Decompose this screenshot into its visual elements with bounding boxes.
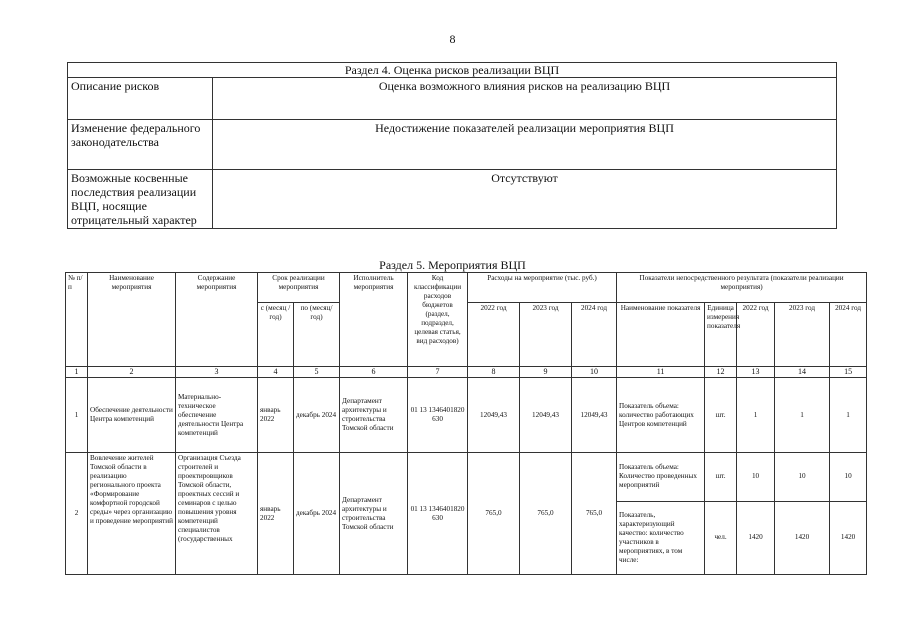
event-content bbox=[176, 453, 258, 575]
indicator-unit: шт. bbox=[705, 453, 737, 502]
risk-impact: Недостижение показателей реализации мероприятия ВЦП bbox=[213, 120, 837, 170]
risk-description: Изменение федерального законодательства bbox=[68, 120, 213, 170]
table-row bbox=[68, 170, 837, 229]
indicator-2024: 10 bbox=[830, 453, 867, 502]
header-term-to: по (месяц/ год) bbox=[294, 303, 340, 367]
events-table bbox=[65, 272, 867, 575]
header-indicator-name: Наименование показателя bbox=[617, 303, 705, 367]
indicator-name: Показатель объема: количество работающих Центров компетенций bbox=[617, 378, 705, 453]
column-number: 1 bbox=[66, 367, 88, 378]
event-term-from: январь 2022 bbox=[258, 453, 294, 575]
section5-title: Раздел 5. Мероприятия ВЦП bbox=[379, 258, 526, 272]
indicator-unit: чел. bbox=[705, 501, 737, 574]
header-expense-2023: 2023 год bbox=[520, 303, 572, 367]
event-name-text: Вовлечение жителей Томской области в реализацию регионального проекта «Формирование комфортной городской среды» через организацию и проведение мероприятий bbox=[90, 454, 173, 525]
header-indicators: Показатели непосредственного результата (показатели реализации мероприятия) bbox=[617, 273, 867, 303]
event-executor: Департамент архитектуры и строительства Томской области bbox=[340, 378, 408, 453]
event-term-to: декабрь 2024 bbox=[294, 378, 340, 453]
event-term-from: январь 2022 bbox=[258, 378, 294, 453]
column-number: 5 bbox=[294, 367, 340, 378]
table-header-row bbox=[68, 78, 837, 120]
table-title-row bbox=[68, 63, 837, 78]
header-term-from: с (месяц /год) bbox=[258, 303, 294, 367]
indicator-name: Показатель, характеризующий качество: количество участников в мероприятиях, в том числе: bbox=[617, 501, 705, 574]
event-content: Материально-техническое обеспечение деятельности Центра компетенций bbox=[176, 378, 258, 453]
section4-title: Раздел 4. Оценка рисков реализации ВЦП bbox=[68, 63, 837, 78]
header-term: Срок реализации мероприятия bbox=[258, 273, 340, 303]
header-expenses: Расходы на мероприятие (тыс. руб.) bbox=[468, 273, 617, 303]
column-number: 6 bbox=[340, 367, 408, 378]
event-name: Обеспечение деятельности Центра компетенций bbox=[88, 378, 176, 453]
column-number: 4 bbox=[258, 367, 294, 378]
indicator-2024: 1420 bbox=[830, 501, 867, 574]
event-expense-2024: 12049,43 bbox=[572, 378, 617, 453]
indicator-2023: 1 bbox=[775, 378, 830, 453]
header-num: № п/п bbox=[66, 273, 88, 367]
header-indicator-2022: 2022 год bbox=[737, 303, 775, 367]
column-number: 9 bbox=[520, 367, 572, 378]
header-indicator-unit: Единица измерения показателя bbox=[705, 303, 737, 367]
column-number: 12 bbox=[705, 367, 737, 378]
page-number: 8 bbox=[449, 32, 456, 46]
indicator-2022: 10 bbox=[737, 453, 775, 502]
event-term-to: декабрь 2024 bbox=[294, 453, 340, 575]
event-num: 2 bbox=[66, 453, 88, 575]
column-number: 11 bbox=[617, 367, 705, 378]
event-expense-2024: 765,0 bbox=[572, 453, 617, 575]
risk-description: Возможные косвенные последствия реализации ВЦП, носящие отрицательный характер bbox=[68, 170, 213, 229]
table-row bbox=[68, 120, 837, 170]
column-number: 7 bbox=[408, 367, 468, 378]
column-number: 2 bbox=[88, 367, 176, 378]
indicator-2022: 1 bbox=[737, 378, 775, 453]
column-number: 13 bbox=[737, 367, 775, 378]
header-event-content: Содержание мероприятия bbox=[176, 273, 258, 367]
table-row bbox=[66, 453, 867, 502]
risk-assessment-table bbox=[67, 62, 837, 229]
header-executor: Исполнитель мероприятия bbox=[340, 273, 408, 367]
table-row bbox=[66, 378, 867, 453]
table-header-row bbox=[66, 273, 867, 303]
event-budget-code: 01 13 1346401820 630 bbox=[408, 453, 468, 575]
indicator-unit: шт. bbox=[705, 378, 737, 453]
event-num: 1 bbox=[66, 378, 88, 453]
event-budget-code: 01 13 1346401820 630 bbox=[408, 378, 468, 453]
column-number: 15 bbox=[830, 367, 867, 378]
indicator-2022: 1420 bbox=[737, 501, 775, 574]
column-number: 3 bbox=[176, 367, 258, 378]
header-indicator-2023: 2023 год bbox=[775, 303, 830, 367]
event-name bbox=[88, 453, 176, 575]
event-expense-2023: 765,0 bbox=[520, 453, 572, 575]
event-expense-2022: 12049,43 bbox=[468, 378, 520, 453]
header-event-name: Наименование мероприятия bbox=[88, 273, 176, 367]
event-executor: Департамент архитектуры и строительства Томской области bbox=[340, 453, 408, 575]
header-risk-impact: Оценка возможного влияния рисков на реализацию ВЦП bbox=[213, 78, 837, 120]
risk-impact: Отсутствуют bbox=[213, 170, 837, 229]
event-expense-2023: 12049,43 bbox=[520, 378, 572, 453]
indicator-name: Показатель объема: Количество проведенных мероприятий bbox=[617, 453, 705, 502]
column-number: 14 bbox=[775, 367, 830, 378]
header-budget-code: Код классификации расходов бюджетов (раздел, подраздел, целевая статья, вид расходов) bbox=[408, 273, 468, 367]
indicator-2023: 10 bbox=[775, 453, 830, 502]
column-number: 10 bbox=[572, 367, 617, 378]
event-expense-2022: 765,0 bbox=[468, 453, 520, 575]
header-risk-description: Описание рисков bbox=[68, 78, 213, 120]
indicator-2023: 1420 bbox=[775, 501, 830, 574]
column-number-row bbox=[66, 367, 867, 378]
event-content-text: Организация Съезда строителей и проектировщиков Томской области, проектных сессий и семинаров с целью повышения уровня компетенций специалистов (государственных bbox=[178, 454, 241, 543]
indicator-2024: 1 bbox=[830, 378, 867, 453]
header-expense-2022: 2022 год bbox=[468, 303, 520, 367]
header-indicator-2024: 2024 год bbox=[830, 303, 867, 367]
column-number: 8 bbox=[468, 367, 520, 378]
header-expense-2024: 2024 год bbox=[572, 303, 617, 367]
